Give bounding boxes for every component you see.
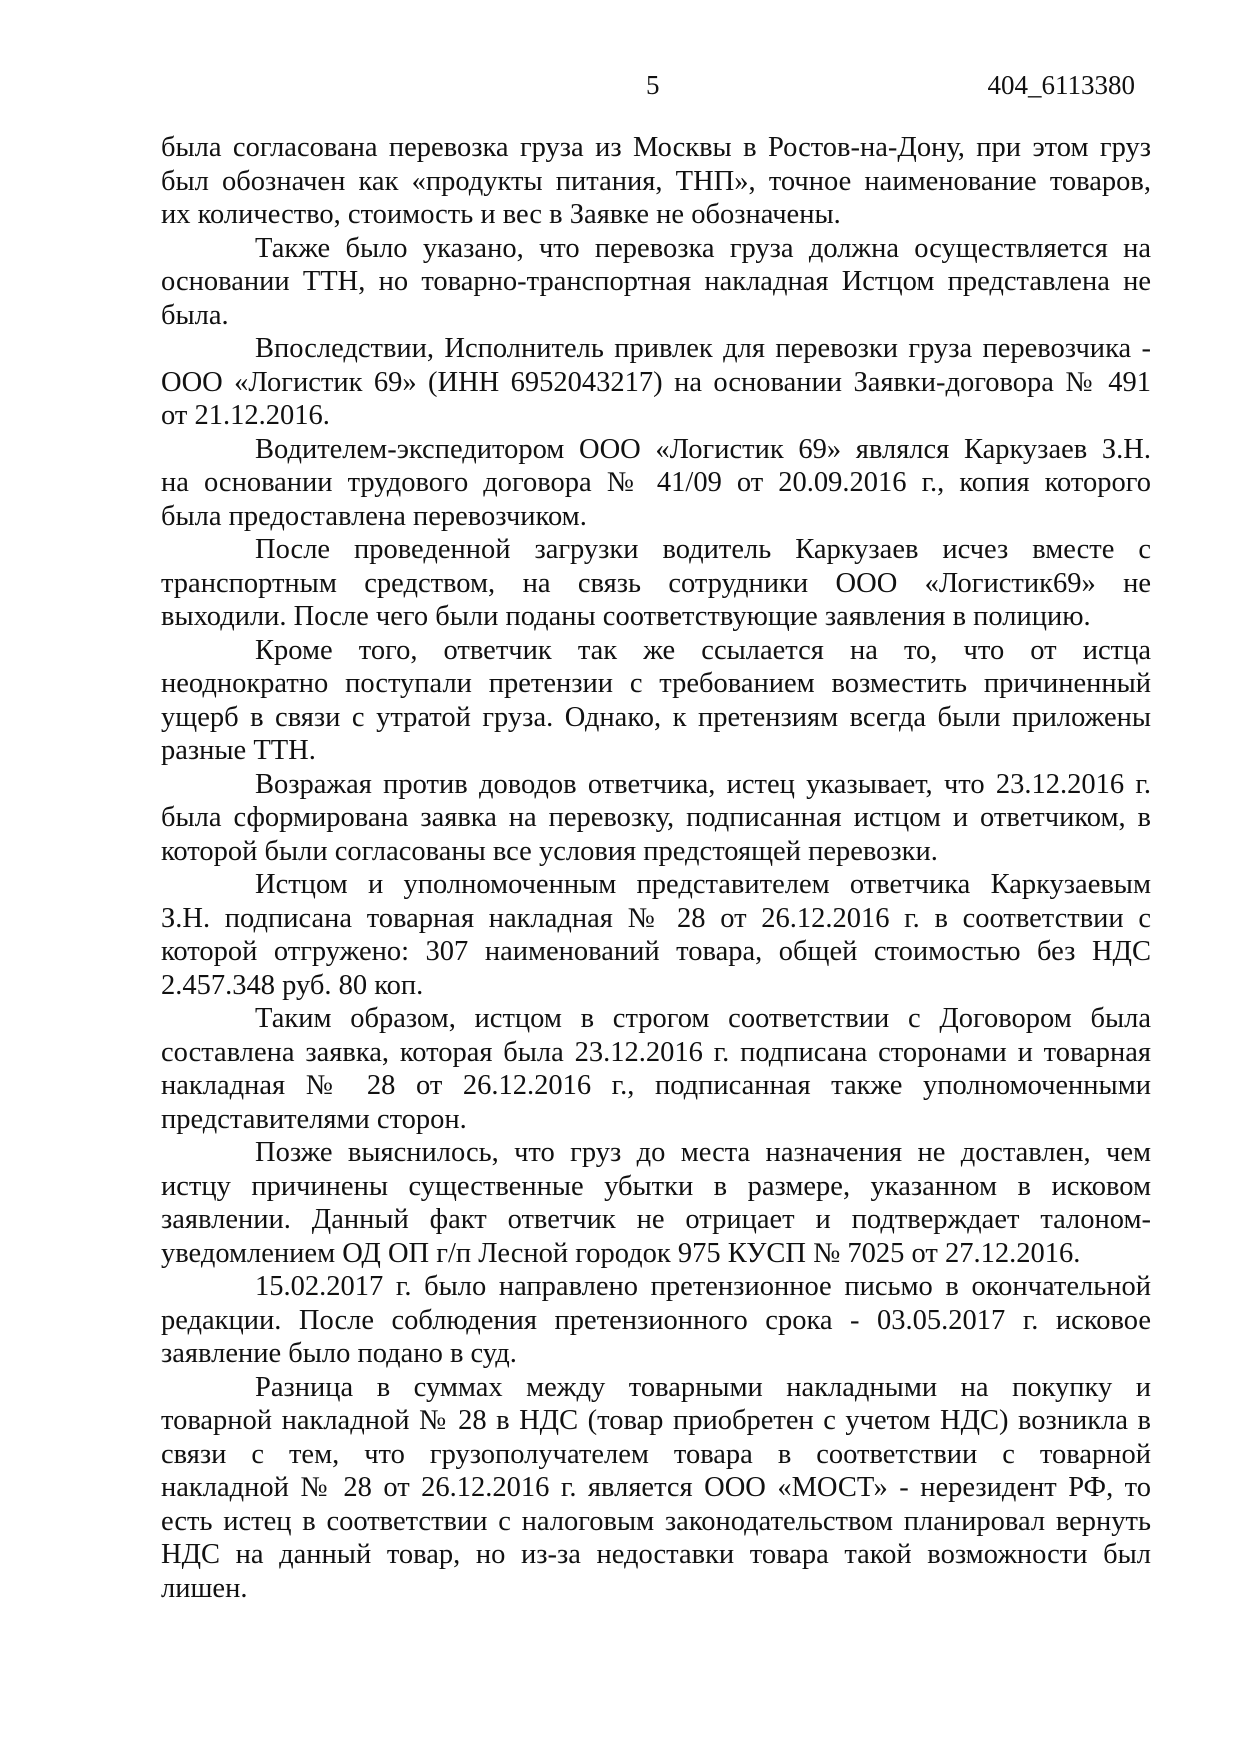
text-line: транспортным средством, на связь сотрудники ООО «Логистик69» не (161, 567, 1151, 599)
text-line: З.Н. подписана товарная накладная № 28 от 26.12.2016 г. в соответствии с (161, 902, 1151, 934)
text-line: ООО «Логистик 69» (ИНН 6952043217) на основании Заявки-договора № 491 (161, 366, 1151, 398)
text-line: заявление было подано в суд. (161, 1338, 517, 1369)
text-line: накладной № 28 от 26.12.2016 г. является ООО «МОСТ» - нерезидент РФ, то (161, 1472, 1151, 1503)
text-line: ущерб в связи с утратой груза. Однако, к претензиям всегда были приложены (161, 701, 1151, 733)
text-line: Истцом и уполномоченным представителем ответчика Каркузаевым (255, 869, 1151, 900)
text-line: накладная № 28 от 26.12.2016 г., подписанная также уполномоченными (161, 1070, 1151, 1101)
text-line: Разница в суммах между товарными накладными на покупку и (255, 1371, 1151, 1403)
text-line: была сформирована заявка на перевозку, подписанная истцом и ответчиком, в (161, 802, 1151, 833)
text-line: Впоследствии, Исполнитель привлек для перевозки груза перевозчика - (255, 333, 1151, 364)
text-line: была предоставлена перевозчиком. (161, 500, 587, 532)
text-line: редакции. После соблюдения претензионного срока - 03.05.2017 г. исковое (161, 1304, 1151, 1336)
text-line: была согласована перевозка груза из Москвы в Ростов-на-Дону, при этом груз (161, 132, 1151, 163)
paragraph (161, 1371, 1151, 1606)
text-line: НДС на данный товар, но из-за недоставки товара такой возможности был (161, 1539, 1151, 1570)
paragraph (161, 131, 1151, 232)
paragraph (161, 232, 1151, 333)
text-line: истцу причинены существенные убытки в размере, указанном в исковом (161, 1170, 1151, 1202)
text-line: представителями сторон. (161, 1103, 467, 1135)
page-number: 5 (646, 70, 660, 100)
text-line: был обозначен как «продукты питания, ТНП», точное наименование товаров, (161, 165, 1151, 197)
text-line: уведомлением ОД ОП г/п Лесной городок 975 КУСП № 7025 от 27.12.2016. (161, 1237, 1081, 1269)
text-line: на основании трудового договора № 41/09 от 20.09.2016 г., копия которого (161, 467, 1151, 498)
text-line: есть истец в соответствии с налоговым законодательством планировал вернуть (161, 1505, 1151, 1537)
paragraph (161, 634, 1151, 768)
text-line: заявлении. Данный факт ответчик не отрицает и подтверждает талоном- (161, 1204, 1151, 1235)
text-line: разные ТТН. (161, 735, 316, 766)
text-line: товарной накладной № 28 в НДС (товар приобретен с учетом НДС) возникла в (161, 1405, 1151, 1436)
text-line: После проведенной загрузки водитель Каркузаев исчез вместе с (255, 534, 1151, 565)
text-line: Водителем-экспедитором ООО «Логистик 69» являлся Каркузаев З.Н. (255, 433, 1151, 465)
text-line: связи с тем, что грузополучателем товара в соответствии с товарной (161, 1438, 1151, 1470)
paragraph (161, 768, 1151, 869)
text-line: 2.457.348 руб. 80 коп. (161, 969, 424, 1001)
text-line: Таким образом, истцом в строгом соответствии с Договором была (255, 1003, 1151, 1034)
text-line: была. (161, 299, 229, 331)
text-line: составлена заявка, которая была 23.12.2016 г. подписана сторонами и товарная (161, 1036, 1151, 1068)
paragraph (161, 868, 1151, 1002)
text-line: выходили. После чего были поданы соответствующие заявления в полицию. (161, 601, 1091, 632)
paragraph (161, 1270, 1151, 1371)
text-line: их количество, стоимость и вес в Заявке не обозначены. (161, 199, 841, 230)
paragraph (161, 332, 1151, 433)
document-body (161, 131, 1151, 1605)
text-line: Также было указано, что перевозка груза должна осуществляется на (255, 232, 1151, 264)
text-line: лишен. (161, 1572, 248, 1604)
paragraph (161, 1136, 1151, 1270)
text-line: 15.02.2017 г. было направлено претензионное письмо в окончательной (255, 1271, 1151, 1302)
document-id: 404_6113380 (987, 70, 1135, 100)
paragraph (161, 533, 1151, 634)
text-line: основании ТТН, но товарно-транспортная накладная Истцом представлена не (161, 266, 1151, 297)
paragraph (161, 1002, 1151, 1136)
text-line: Кроме того, ответчик так же ссылается на то, что от истца (255, 634, 1151, 666)
text-line: Возражая против доводов ответчика, истец указывает, что 23.12.2016 г. (255, 768, 1151, 800)
text-line: которой отгружено: 307 наименований товара, общей стоимостью без НДС (161, 936, 1151, 967)
text-line: от 21.12.2016. (161, 400, 330, 431)
text-line: которой были согласованы все условия предстоящей перевозки. (161, 835, 938, 867)
paragraph (161, 433, 1151, 534)
text-line: неоднократно поступали претензии с требованием возместить причиненный (161, 668, 1151, 699)
text-line: Позже выяснилось, что груз до места назначения не доставлен, чем (255, 1137, 1151, 1168)
